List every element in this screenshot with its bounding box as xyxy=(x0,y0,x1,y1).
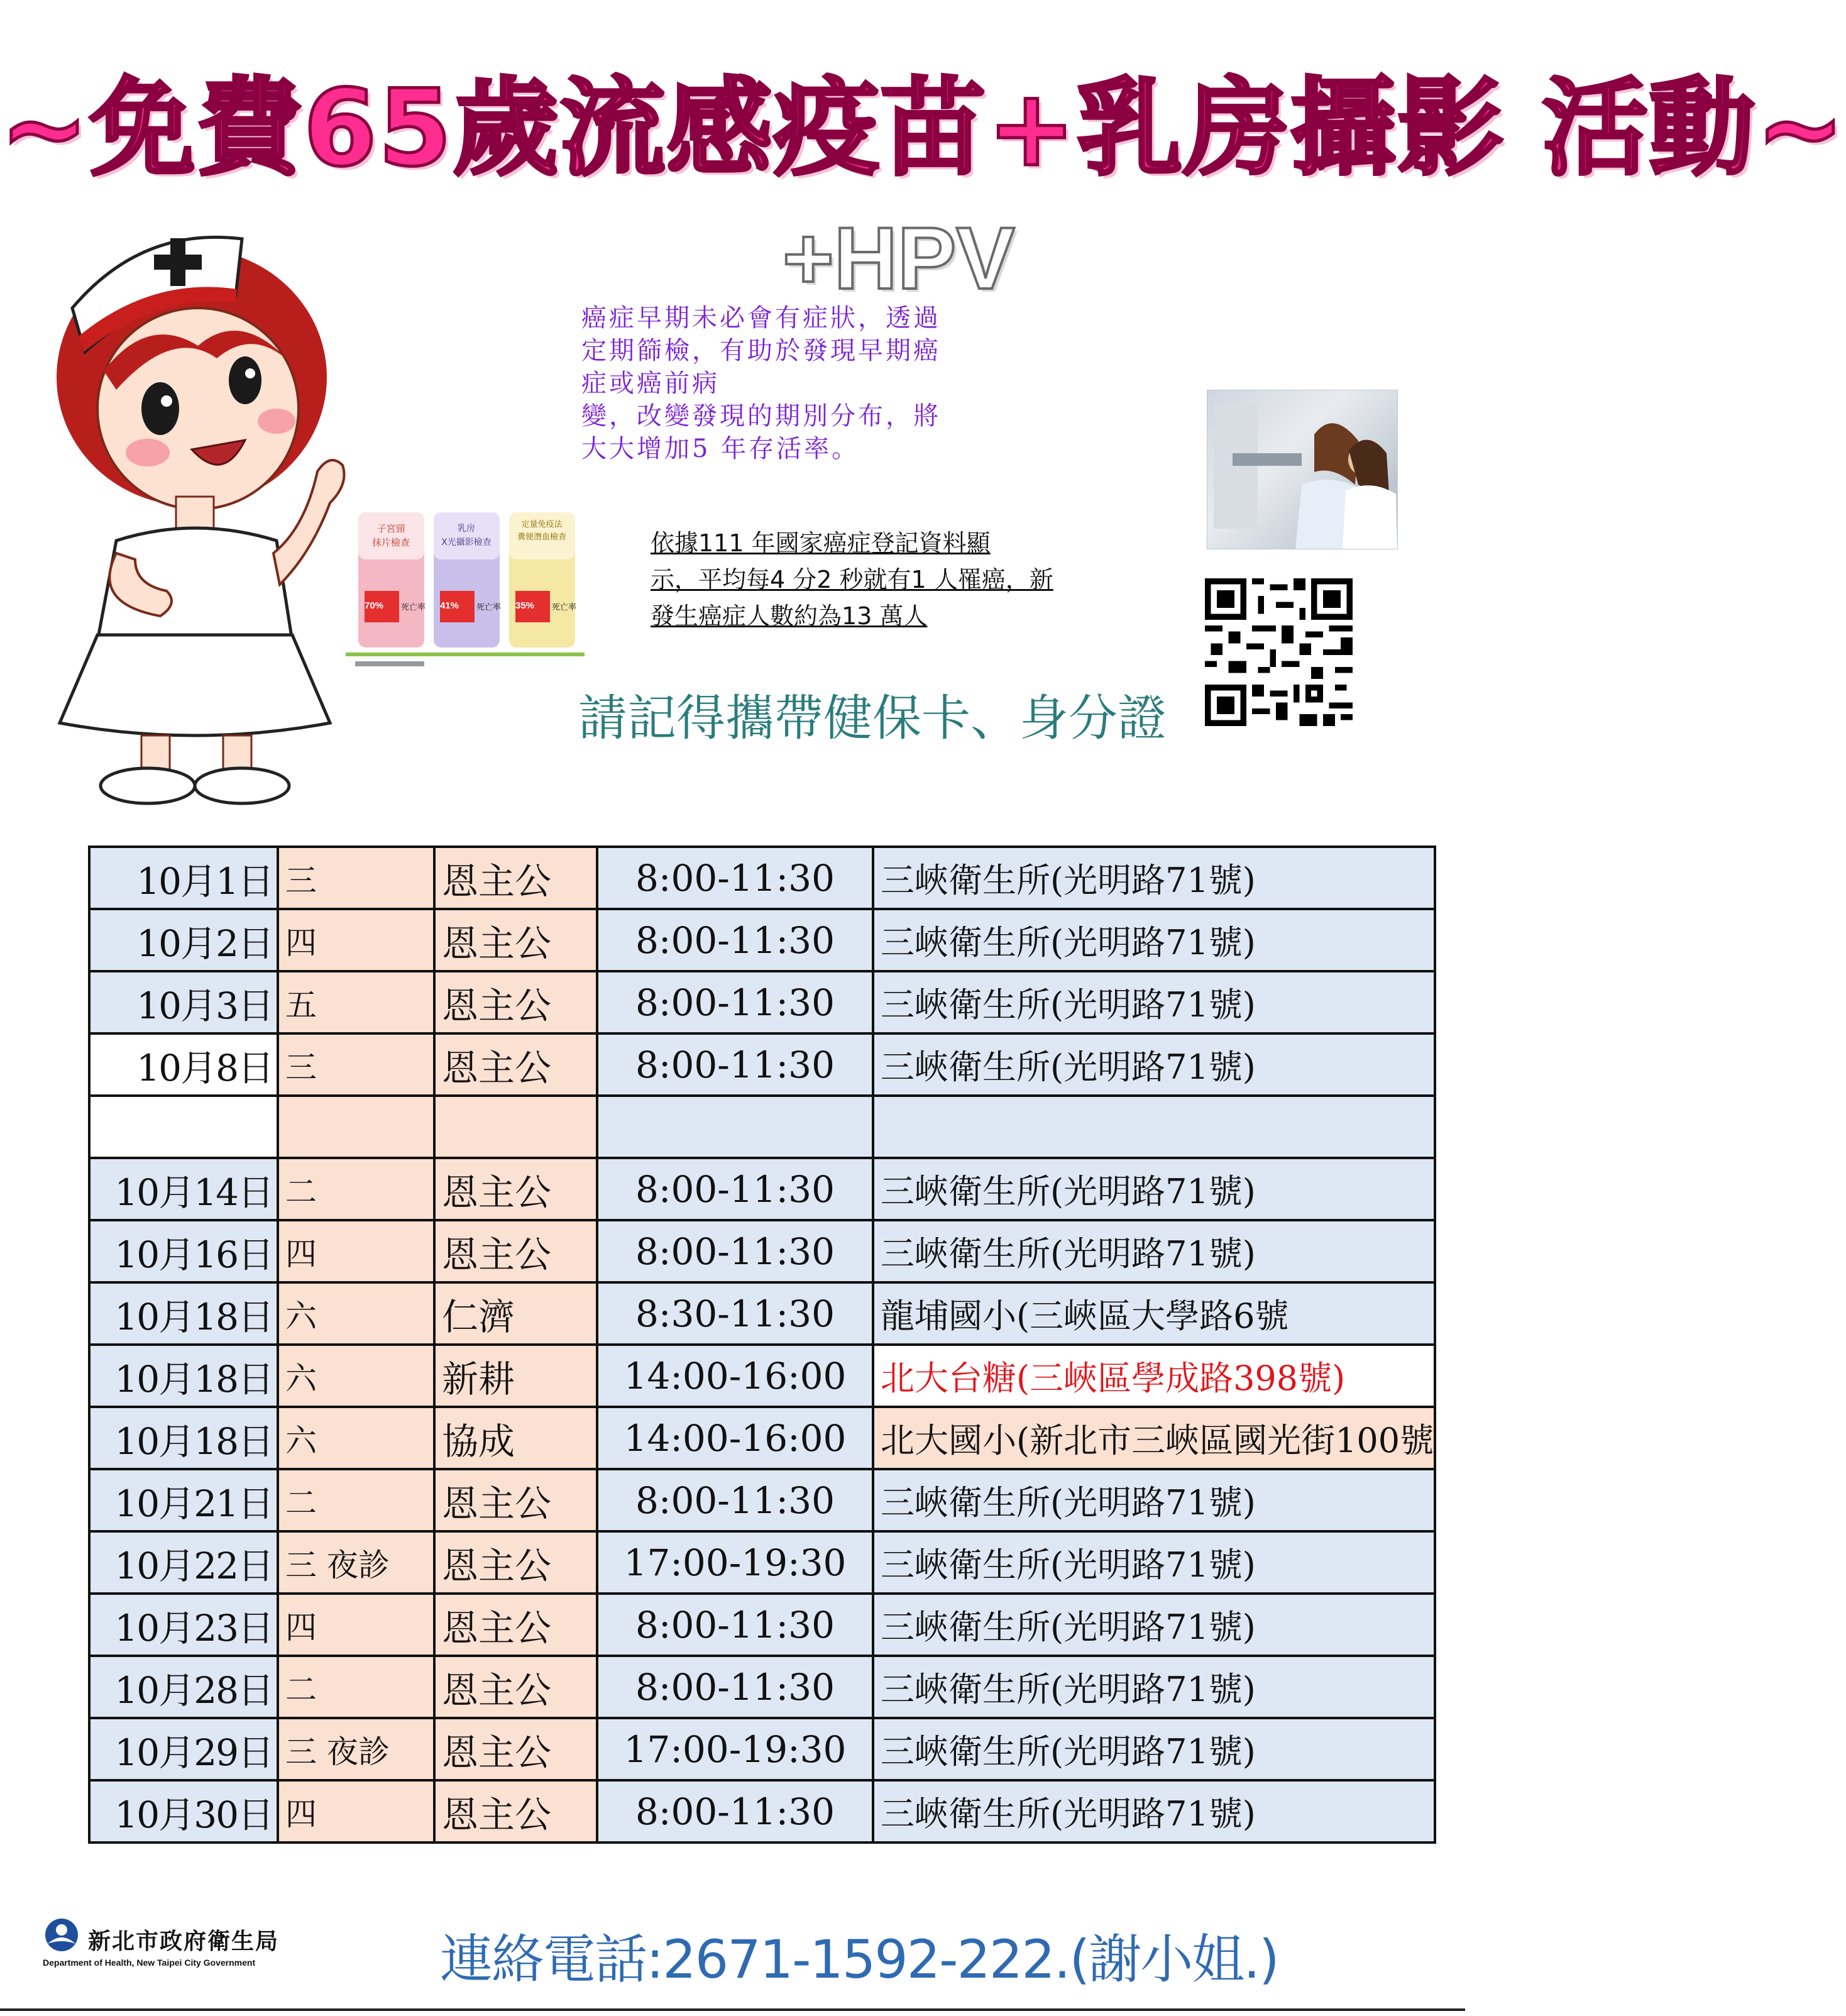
schedule-row xyxy=(89,1656,1435,1718)
card-fobt xyxy=(510,519,573,544)
intro-line: 變，改變發現的期別分布，將 xyxy=(581,402,941,431)
poster-title: ~免費65歲流感疫苗+乳房攝影 活動~ xyxy=(0,67,1846,190)
card-label: 抹片檢查 xyxy=(371,537,410,548)
hospital-cell: 恩主公 xyxy=(434,1718,597,1780)
card-label: X光攝影檢查 xyxy=(441,537,492,548)
card-label: 糞便潛血檢查 xyxy=(517,532,566,542)
schedule-row xyxy=(89,1594,1435,1656)
time-cell: 17:00-19:30 xyxy=(597,1718,873,1780)
date-cell: 10月29日 xyxy=(89,1718,278,1780)
weekday-cell: 五 xyxy=(278,971,434,1033)
weekday-cell: 二 xyxy=(278,1656,434,1718)
location-cell: 三峽衛生所(光明路71號) xyxy=(873,1033,1435,1096)
time-cell xyxy=(597,1096,873,1158)
schedule-row xyxy=(89,847,1435,909)
intro-line: 大大增加5 年存活率。 xyxy=(581,434,860,463)
hospital-cell: 仁濟 xyxy=(434,1282,597,1345)
card-pct: 41% xyxy=(440,600,459,611)
hospital-cell: 恩主公 xyxy=(434,1780,597,1842)
card-mammography xyxy=(435,522,498,549)
stats-line: 發生癌症人數約為13 萬人 xyxy=(651,602,928,630)
date-cell: 10月2日 xyxy=(89,909,278,971)
intro-line: 癌症早期未必會有症狀，透過 xyxy=(581,304,941,333)
time-cell: 8:00-11:30 xyxy=(597,1033,873,1096)
time-cell: 8:00-11:30 xyxy=(597,1656,873,1718)
date-cell: 10月18日 xyxy=(89,1345,278,1407)
cancer-stats xyxy=(651,525,1166,634)
date-cell: 10月1日 xyxy=(89,847,278,909)
location-cell: 三峽衛生所(光明路71號) xyxy=(873,1469,1435,1531)
location-cell: 三峽衛生所(光明路71號) xyxy=(873,1780,1435,1842)
card-label: 乳房 xyxy=(458,524,475,534)
location-cell: 三峽衛生所(光明路71號) xyxy=(873,1158,1435,1220)
date-cell: 10月30日 xyxy=(89,1780,278,1842)
location-cell: 龍埔國小(三峽區大學路6號 xyxy=(873,1282,1435,1345)
time-cell: 14:00-16:00 xyxy=(597,1407,873,1469)
hospital-cell: 恩主公 xyxy=(434,1033,597,1096)
weekday-cell: 三 xyxy=(278,1033,434,1096)
schedule-table xyxy=(88,846,1436,1844)
card-rate: 死亡率 xyxy=(476,603,502,612)
qr-code[interactable] xyxy=(1202,578,1356,726)
stats-line: 依據111 年國家癌症登記資料顯 xyxy=(651,529,991,557)
hospital-cell: 恩主公 xyxy=(434,1531,597,1594)
schedule-body xyxy=(89,847,1435,1842)
schedule-row xyxy=(89,1220,1435,1282)
card-label: 定量免疫法 xyxy=(521,520,563,529)
weekday-cell: 二 xyxy=(278,1469,434,1531)
logo-text-zh: 新北市政府衛生局 xyxy=(88,1929,280,1954)
hospital-cell: 恩主公 xyxy=(434,1220,597,1282)
time-cell: 8:30-11:30 xyxy=(597,1282,873,1345)
stats-line: 示，平均每4 分2 秒就有1 人罹癌，新 xyxy=(651,566,1053,593)
weekday-cell: 六 xyxy=(278,1282,434,1345)
schedule-row xyxy=(89,1345,1435,1407)
hospital-cell: 恩主公 xyxy=(434,1158,597,1220)
schedule-row xyxy=(89,1469,1435,1531)
location-cell: 北大台糖(三峽區學成路398號) xyxy=(873,1345,1435,1407)
location-cell: 三峽衛生所(光明路71號) xyxy=(873,1718,1435,1780)
weekday-cell: 四 xyxy=(278,1220,434,1282)
time-cell: 8:00-11:30 xyxy=(597,1158,873,1220)
location-cell: 三峽衛生所(光明路71號) xyxy=(873,909,1435,971)
date-cell: 10月3日 xyxy=(89,971,278,1033)
hospital-cell: 恩主公 xyxy=(434,1469,597,1531)
schedule-row xyxy=(89,1096,1435,1158)
schedule-row xyxy=(89,909,1435,971)
card-rate: 死亡率 xyxy=(401,603,426,612)
intro-text xyxy=(581,302,984,465)
date-cell xyxy=(89,1096,278,1158)
hospital-cell: 恩主公 xyxy=(434,909,597,971)
schedule-row xyxy=(89,1158,1435,1220)
weekday-cell: 四 xyxy=(278,1780,434,1842)
intro-line: 定期篩檢，有助於發現早期癌 xyxy=(581,336,941,365)
schedule-row xyxy=(89,1780,1435,1842)
schedule-row xyxy=(89,1531,1435,1594)
card-pct: 35% xyxy=(515,600,535,611)
health-department-logo-icon xyxy=(39,1917,86,1955)
intro-line: 症或癌前病 xyxy=(581,369,720,398)
card-pct: 70% xyxy=(365,600,384,611)
weekday-cell xyxy=(278,1096,434,1158)
weekday-cell: 四 xyxy=(278,1594,434,1656)
date-cell: 10月21日 xyxy=(89,1469,278,1531)
date-cell: 10月14日 xyxy=(89,1158,278,1220)
card-rate: 死亡率 xyxy=(552,603,577,612)
location-cell: 北大國小(新北市三峽區國光街100號 xyxy=(873,1407,1435,1469)
time-cell: 8:00-11:30 xyxy=(597,1594,873,1656)
weekday-cell: 六 xyxy=(278,1345,434,1407)
weekday-cell: 二 xyxy=(278,1158,434,1220)
schedule-row xyxy=(89,1033,1435,1096)
location-cell: 三峽衛生所(光明路71號) xyxy=(873,971,1435,1033)
time-cell: 8:00-11:30 xyxy=(597,971,873,1033)
weekday-cell: 三 夜診 xyxy=(278,1718,434,1780)
card-pap-smear xyxy=(360,522,422,549)
hospital-cell: 協成 xyxy=(434,1407,597,1469)
screening-infographic xyxy=(346,503,594,676)
time-cell: 8:00-11:30 xyxy=(597,847,873,909)
schedule-row xyxy=(89,1718,1435,1780)
weekday-cell: 四 xyxy=(278,909,434,971)
schedule-row xyxy=(89,1282,1435,1345)
time-cell: 8:00-11:30 xyxy=(597,1780,873,1842)
bottom-divider xyxy=(0,2008,1465,2011)
date-cell: 10月23日 xyxy=(89,1594,278,1656)
nurse-illustration xyxy=(35,201,361,811)
hospital-cell xyxy=(434,1096,597,1158)
time-cell: 17:00-19:30 xyxy=(597,1531,873,1594)
time-cell: 8:00-11:30 xyxy=(597,1220,873,1282)
hospital-cell: 恩主公 xyxy=(434,1594,597,1656)
date-cell: 10月8日 xyxy=(89,1033,278,1096)
time-cell: 14:00-16:00 xyxy=(597,1345,873,1407)
time-cell: 8:00-11:30 xyxy=(597,909,873,971)
schedule-row xyxy=(89,971,1435,1033)
location-cell: 三峽衛生所(光明路71號) xyxy=(873,1220,1435,1282)
card-label: 子宮頸 xyxy=(376,523,405,534)
contact-phone: 連絡電話:2671-1592-222.(謝小姐.) xyxy=(440,1929,1278,1990)
location-cell: 三峽衛生所(光明路71號) xyxy=(873,847,1435,909)
date-cell: 10月18日 xyxy=(89,1282,278,1345)
reminder-text: 請記得攜帶健保卡、身分證 xyxy=(578,690,1167,747)
date-cell: 10月28日 xyxy=(89,1656,278,1718)
weekday-cell: 三 夜診 xyxy=(278,1531,434,1594)
schedule-row xyxy=(89,1407,1435,1469)
location-cell: 三峽衛生所(光明路71號) xyxy=(873,1594,1435,1656)
hpv-subtitle: +HPV xyxy=(783,209,1015,307)
location-cell: 三峽衛生所(光明路71號) xyxy=(873,1531,1435,1594)
location-cell: 三峽衛生所(光明路71號) xyxy=(873,1656,1435,1718)
time-cell: 8:00-11:30 xyxy=(597,1469,873,1531)
hospital-cell: 恩主公 xyxy=(434,971,597,1033)
location-cell xyxy=(873,1096,1435,1158)
weekday-cell: 三 xyxy=(278,847,434,909)
logo-text-en: Department of Health, New Taipei City Government xyxy=(43,1958,256,1968)
date-cell: 10月18日 xyxy=(89,1407,278,1469)
weekday-cell: 六 xyxy=(278,1407,434,1469)
hospital-cell: 新耕 xyxy=(434,1345,597,1407)
date-cell: 10月22日 xyxy=(89,1531,278,1594)
hospital-cell: 恩主公 xyxy=(434,1656,597,1718)
hospital-cell: 恩主公 xyxy=(434,847,597,909)
date-cell: 10月16日 xyxy=(89,1220,278,1282)
mammography-photo xyxy=(1207,390,1398,549)
